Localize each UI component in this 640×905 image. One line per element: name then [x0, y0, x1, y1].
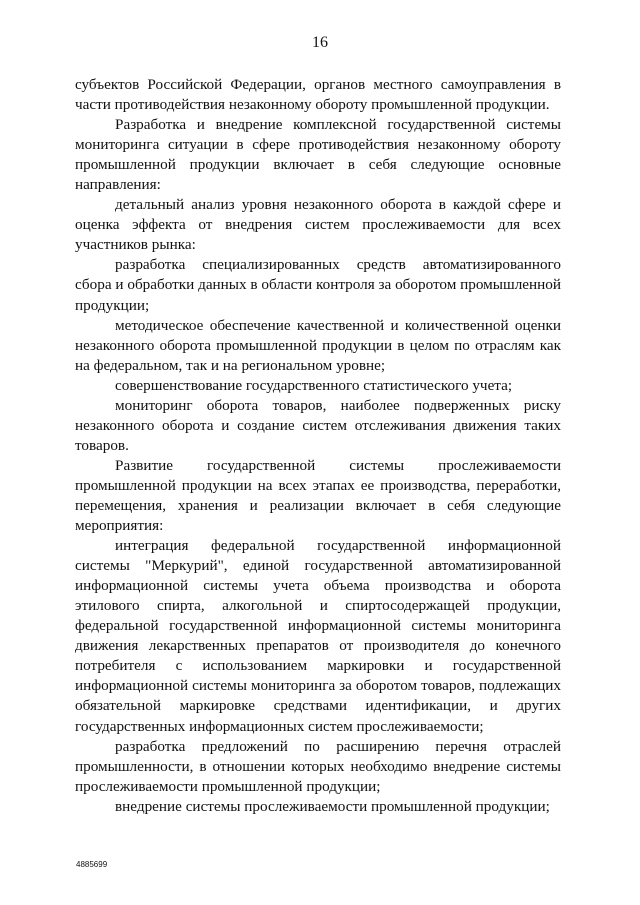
paragraph: внедрение системы прослеживаемости промышленной продукции;	[115, 797, 550, 815]
page-number: 16	[312, 34, 328, 51]
paragraph: Разработка и внедрение комплексной государственной системы мониторинга ситуации в сфере противодействия незаконному обороту промышленной продукции включает в себя следующие основные направления:	[75, 116, 561, 194]
paragraph: методическое обеспечение качественной и количественной оценки незаконного оборота промышленной продукции в целом по отраслям как на федеральном, так и на региональном уровне;	[75, 316, 561, 374]
paragraph: разработка предложений по расширению перечня отраслей промышленности, в отношении которых необходимо внедрение системы прослеживаемости промышленной продукции;	[75, 737, 561, 795]
document-body	[75, 75, 561, 817]
paragraph: разработка специализированных средств автоматизированного сбора и обработки данных в области контроля за оборотом промышленной продукции;	[75, 256, 561, 314]
paragraph: субъектов Российской Федерации, органов местного самоуправления в части противодействия незаконному обороту промышленной продукции.	[75, 76, 561, 114]
paragraph: совершенствование государственного статистического учета;	[115, 376, 513, 394]
paragraph: интеграция федеральной государственной информационной системы "Меркурий", единой государственной автоматизированной информационной системы учета объема производства и оборота этилового спирта, алкогольной и спиртосодержащей продукции, федеральной государственной информационной системы мониторинга движения лекарственных препаратов от производителя до конечного потребителя с использованием маркировки и государственной информационной системы мониторинга за оборотом товаров, подлежащих обязательной маркировке средствами идентификации, и других государственных информационных систем прослеживаемости;	[75, 537, 561, 735]
paragraph: Развитие государственной системы прослеживаемости промышленной продукции на всех этапах ее производства, переработки, перемещения, хранения и реализации включает в себя следующие мероприятия:	[75, 456, 561, 535]
document-code: 4885699	[76, 860, 108, 869]
paragraph: детальный анализ уровня незаконного оборота в каждой сфере и оценка эффекта от внедрения систем прослеживаемости для всех участников рынка:	[75, 196, 561, 254]
paragraph: мониторинг оборота товаров, наиболее подверженных риску незаконного оборота и создание систем отслеживания движения таких товаров.	[75, 396, 561, 454]
